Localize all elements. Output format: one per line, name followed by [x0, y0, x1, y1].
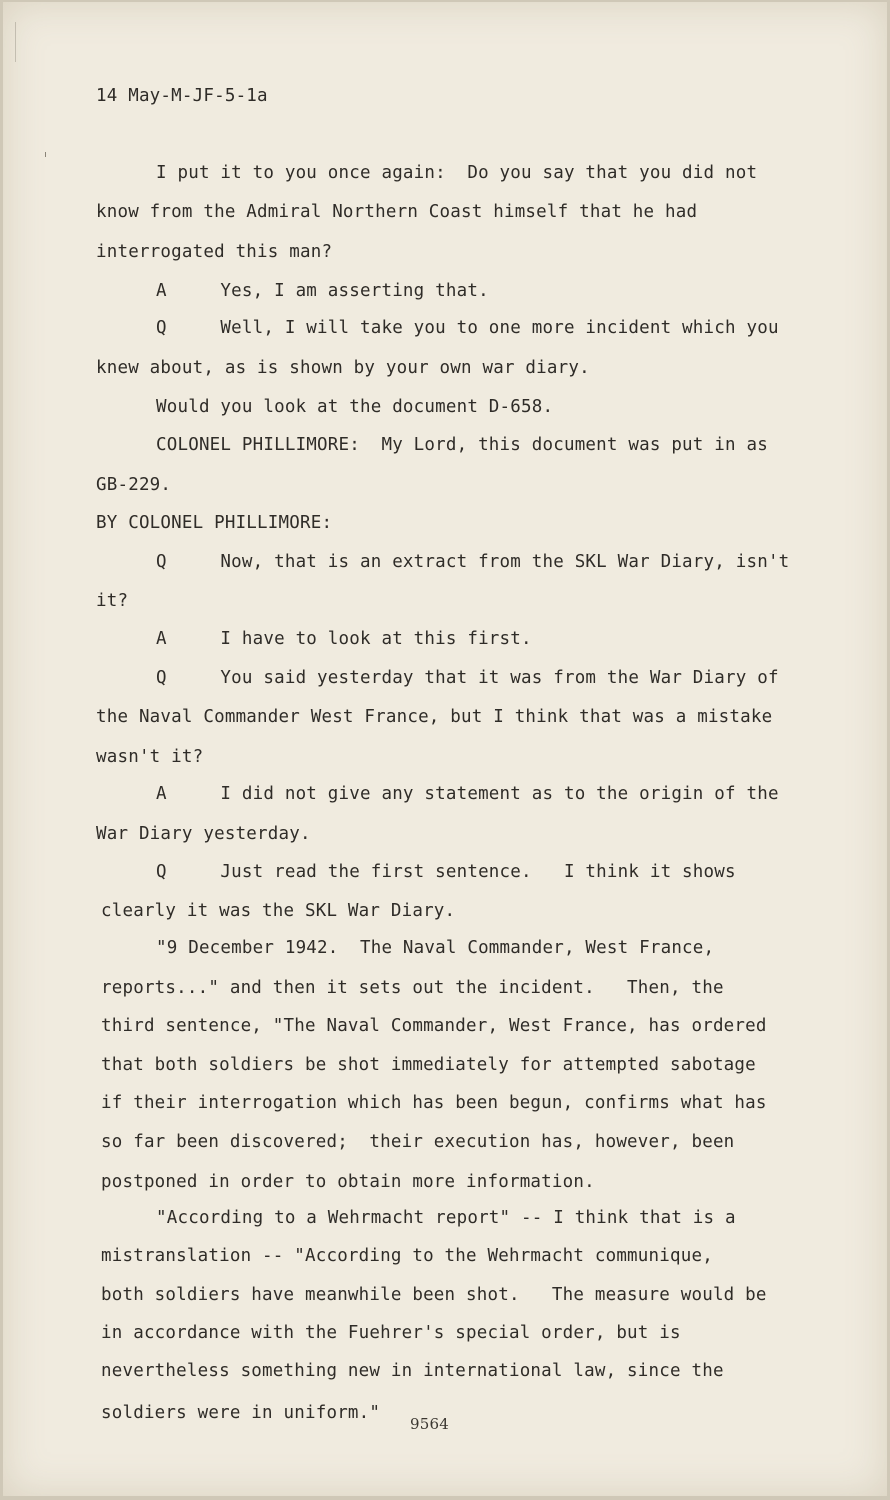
text-line: A I did not give any statement as to the origin of the	[156, 784, 779, 804]
text-line: knew about, as is shown by your own war diary.	[96, 358, 590, 378]
document-page	[3, 2, 887, 1496]
text-line: both soldiers have meanwhile been shot. The measure would be	[101, 1285, 767, 1305]
text-line: "According to a Wehrmacht report" -- I think that is a	[156, 1208, 736, 1228]
paper-mark	[15, 22, 16, 62]
text-line: BY COLONEL PHILLIMORE:	[96, 513, 333, 533]
text-line: know from the Admiral Northern Coast himself that he had	[96, 202, 698, 222]
text-line: that both soldiers be shot immediately for attempted sabotage	[101, 1055, 756, 1075]
text-line: if their interrogation which has been begun, confirms what has	[101, 1093, 767, 1113]
text-line: A Yes, I am asserting that.	[156, 281, 489, 301]
text-line: in accordance with the Fuehrer's special order, but is	[101, 1323, 681, 1343]
page-number: 9564	[410, 1415, 449, 1433]
text-line: reports..." and then it sets out the incident. Then, the	[101, 978, 724, 998]
text-line: Q Just read the first sentence. I think it shows	[156, 862, 736, 882]
document-reference: 14 May-M-JF-5-1a	[96, 86, 268, 106]
text-line: postponed in order to obtain more information.	[101, 1172, 595, 1192]
text-line: I put it to you once again: Do you say that you did not	[156, 163, 758, 183]
text-line: it?	[96, 591, 129, 611]
text-line: mistranslation -- "According to the Wehrmacht communique,	[101, 1246, 713, 1266]
text-line: Would you look at the document D-658.	[156, 397, 554, 417]
text-line: COLONEL PHILLIMORE: My Lord, this document was put in as	[156, 435, 768, 455]
text-line: Q Well, I will take you to one more incident which you	[156, 318, 779, 338]
text-line: "9 December 1942. The Naval Commander, West France,	[156, 938, 715, 958]
text-line: interrogated this man?	[96, 242, 333, 262]
text-line: clearly it was the SKL War Diary.	[101, 901, 456, 921]
text-line: Q You said yesterday that it was from the War Diary of	[156, 668, 779, 688]
paper-mark	[45, 152, 46, 157]
text-line: Q Now, that is an extract from the SKL War Diary, isn't	[156, 552, 790, 572]
text-line: soldiers were in uniform."	[101, 1403, 381, 1423]
text-line: so far been discovered; their execution has, however, been	[101, 1132, 735, 1152]
text-line: GB-229.	[96, 475, 172, 495]
text-line: third sentence, "The Naval Commander, West France, has ordered	[101, 1016, 767, 1036]
text-line: the Naval Commander West France, but I think that was a mistake	[96, 707, 773, 727]
text-line: nevertheless something new in international law, since the	[101, 1361, 724, 1381]
text-line: A I have to look at this first.	[156, 629, 532, 649]
text-line: wasn't it?	[96, 747, 204, 767]
text-line: War Diary yesterday.	[96, 824, 311, 844]
